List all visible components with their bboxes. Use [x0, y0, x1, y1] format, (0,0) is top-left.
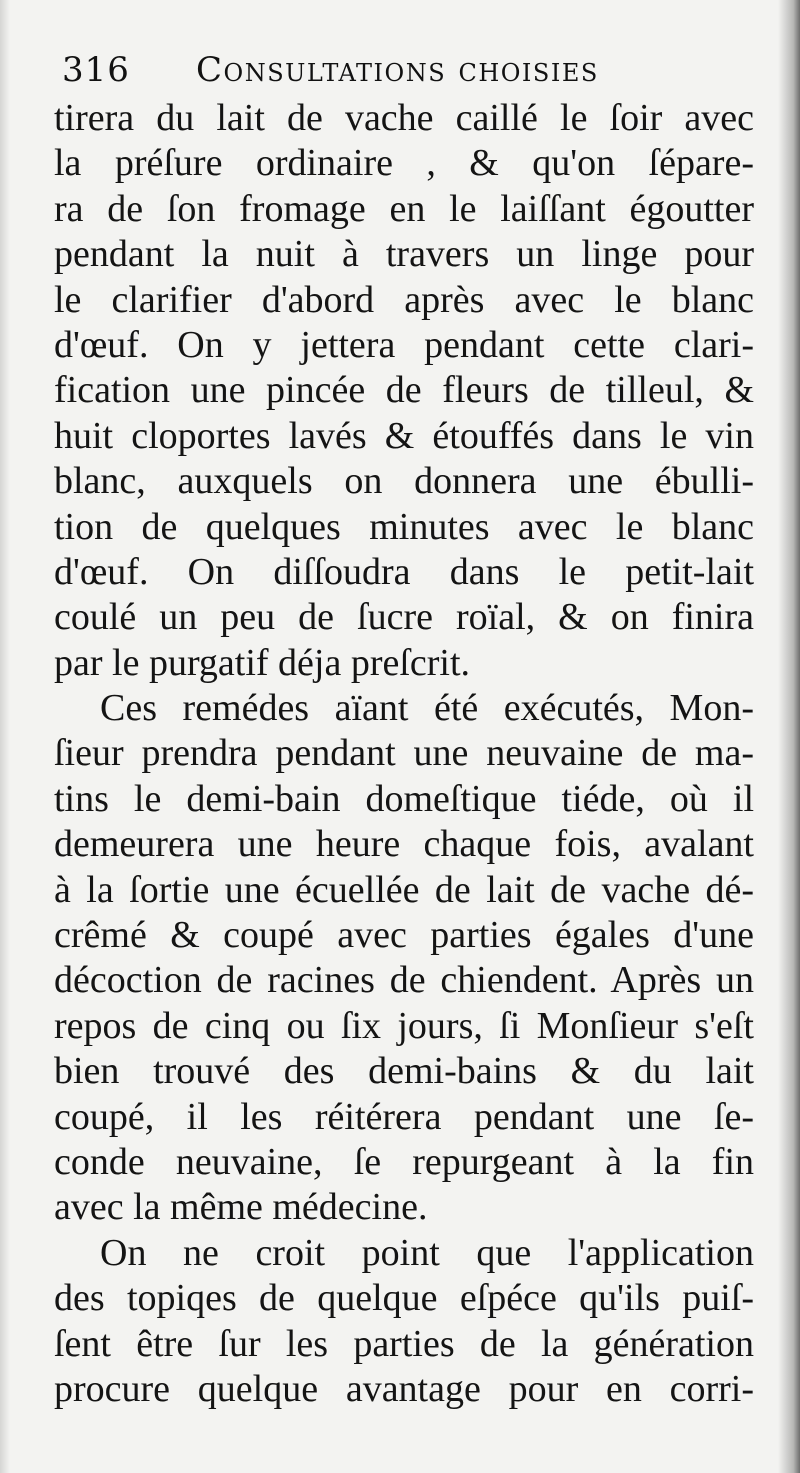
page-number: 316: [62, 50, 130, 90]
page-gutter-shadow: [0, 0, 10, 1473]
text-line: décoction de racines de chiendent. Après un: [54, 959, 754, 1002]
text-line: tins le demi-bain domeſtique tiéde, où il: [54, 777, 754, 820]
text-line: huit cloportes lavés & étouffés dans le vin: [54, 414, 754, 457]
text-line: blanc, auxquels on donnera une ébulli-: [54, 460, 754, 503]
text-line: à la ſortie une écuellée de lait de vache dé-: [54, 868, 754, 911]
paragraph-end-line: par le purgatif déja preſcrit.: [54, 641, 471, 684]
text-line: ſieur prendra pendant une neuvaine de ma-: [54, 732, 754, 775]
paragraph-end-line: avec la même médecine.: [54, 1186, 428, 1229]
text-line: ſent être ſur les parties de la génération: [54, 1322, 754, 1365]
text-line: ra de ſon fromage en le laiſſant égoutter: [54, 187, 754, 230]
text-line: coulé un peu de ſucre roïal, & on finira: [54, 596, 754, 639]
text-line: la préſure ordinaire , & qu'on ſépare-: [54, 142, 754, 185]
text-line: le clarifier d'abord après avec le blanc: [54, 278, 754, 321]
text-line: coupé, il les réitérera pendant une ſe-: [54, 1095, 754, 1138]
text-line: d'œuf. On diſſoudra dans le petit-lait: [54, 550, 754, 593]
text-line: conde neuvaine, ſe repurgeant à la fin: [54, 1140, 754, 1183]
text-line: des topiqes de quelque eſpéce qu'ils puiſ-: [54, 1277, 754, 1320]
text-line: pendant la nuit à travers un linge pour: [54, 233, 754, 276]
text-line: tirera du lait de vache caillé le ſoir avec: [54, 97, 754, 139]
text-line: crêmé & coupé avec parties égales d'une: [54, 914, 754, 957]
paragraph-start-line: On ne croit point que l'application: [100, 1231, 754, 1274]
text-line: d'œuf. On y jettera pendant cette clari-: [54, 323, 754, 366]
running-head: Consultations choisies: [196, 50, 599, 90]
page-header: [62, 46, 762, 98]
text-line: repos de cinq ou ſix jours, ſi Monſieur s'eſt: [54, 1004, 754, 1047]
text-line: tion de quelques minutes avec le blanc: [54, 505, 754, 548]
text-line: demeurera une heure chaque fois, avalant: [54, 823, 754, 866]
page-edge-shadow: [778, 0, 800, 1473]
text-line: procure quelque avantage pour en corri-: [54, 1367, 754, 1410]
text-line: fication une pincée de fleurs de tilleul, &: [54, 369, 754, 412]
paragraph-start-line: Ces remédes aïant été exécutés, Mon-: [100, 687, 754, 730]
body-text: [54, 96, 754, 1412]
text-line: bien trouvé des demi-bains & du lait: [54, 1050, 754, 1093]
